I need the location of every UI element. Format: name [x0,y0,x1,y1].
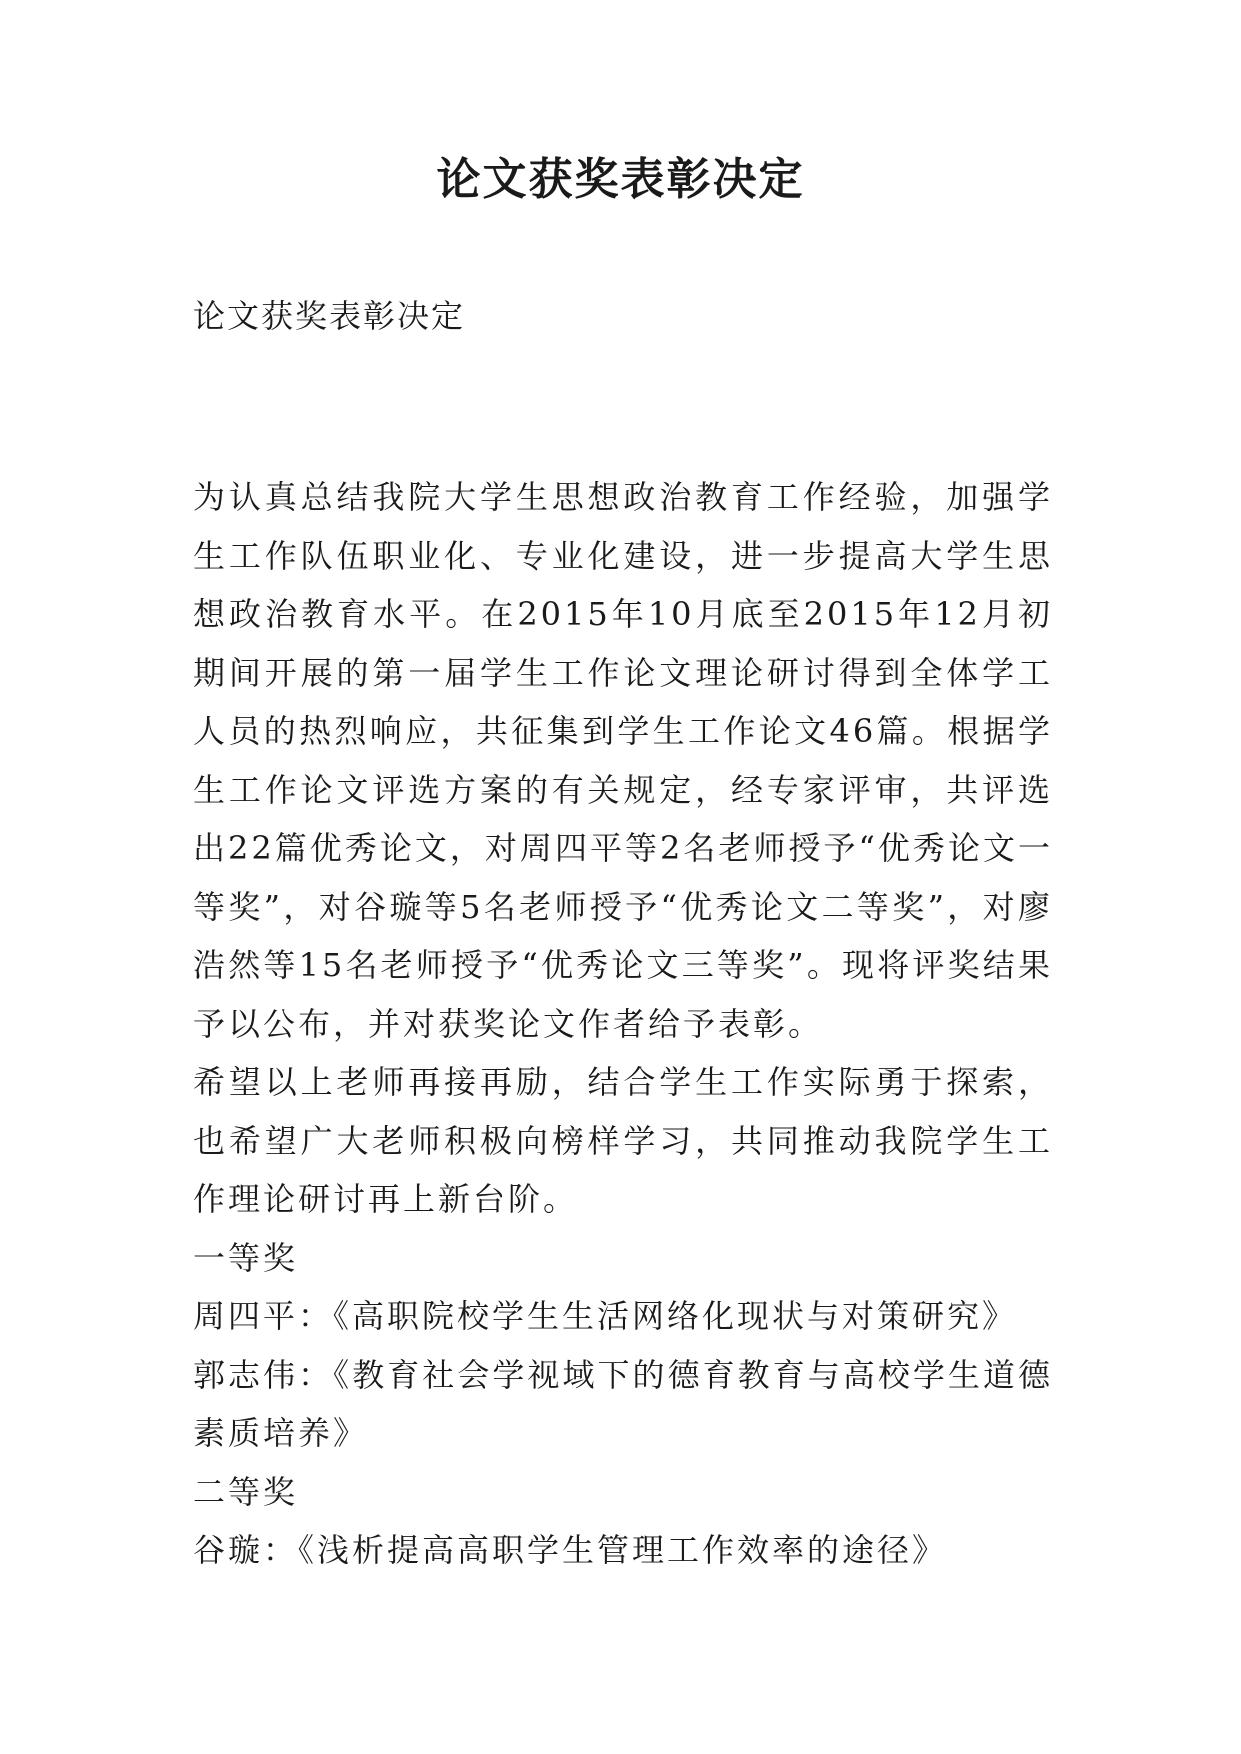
paragraph-intro: 为认真总结我院大学生思想政治教育工作经验，加强学生工作队伍职业化、专业化建设，进一步提高大学生思想政治教育水平。在2015年10月底至2015年12月初期间开展的第一届学生工作论文理论研讨得到全体学工人员的热烈响应，共征集到学生工作论文46篇。根据学生工作论文评选方案的有关规定，经专家评审，共评选出22篇优秀论文，对周四平等2名老师授予“优秀论文一等奖”，对谷璇等5名老师授予“优秀论文二等奖”，对廖浩然等15名老师授予“优秀论文三等奖”。现将评奖结果予以公布，并对获奖论文作者给予表彰。 [193,478,1053,1043]
document-body [193,468,1053,1580]
first-prize-heading: 一等奖 [193,1238,299,1277]
first-prize-entry: 郭志伟：《教育社会学视域下的德育教育与高校学生道德素质培养》 [193,1355,1053,1452]
document-title: 论文获奖表彰决定 [436,154,805,205]
paragraph-hope: 希望以上老师再接再励，结合学生工作实际勇于探索，也希望广大老师积极向榜样学习，共同推动我院学生工作理论研讨再上新台阶。 [193,1063,1053,1218]
second-prize-entry: 谷璇：《浅析提高高职学生管理工作效率的途径》 [193,1531,948,1569]
second-prize-heading: 二等奖 [193,1472,299,1511]
first-prize-entry: 周四平：《高职院校学生生活网络化现状与对策研究》 [193,1297,1018,1335]
document-subtitle: 论文获奖表彰决定 [193,297,466,335]
